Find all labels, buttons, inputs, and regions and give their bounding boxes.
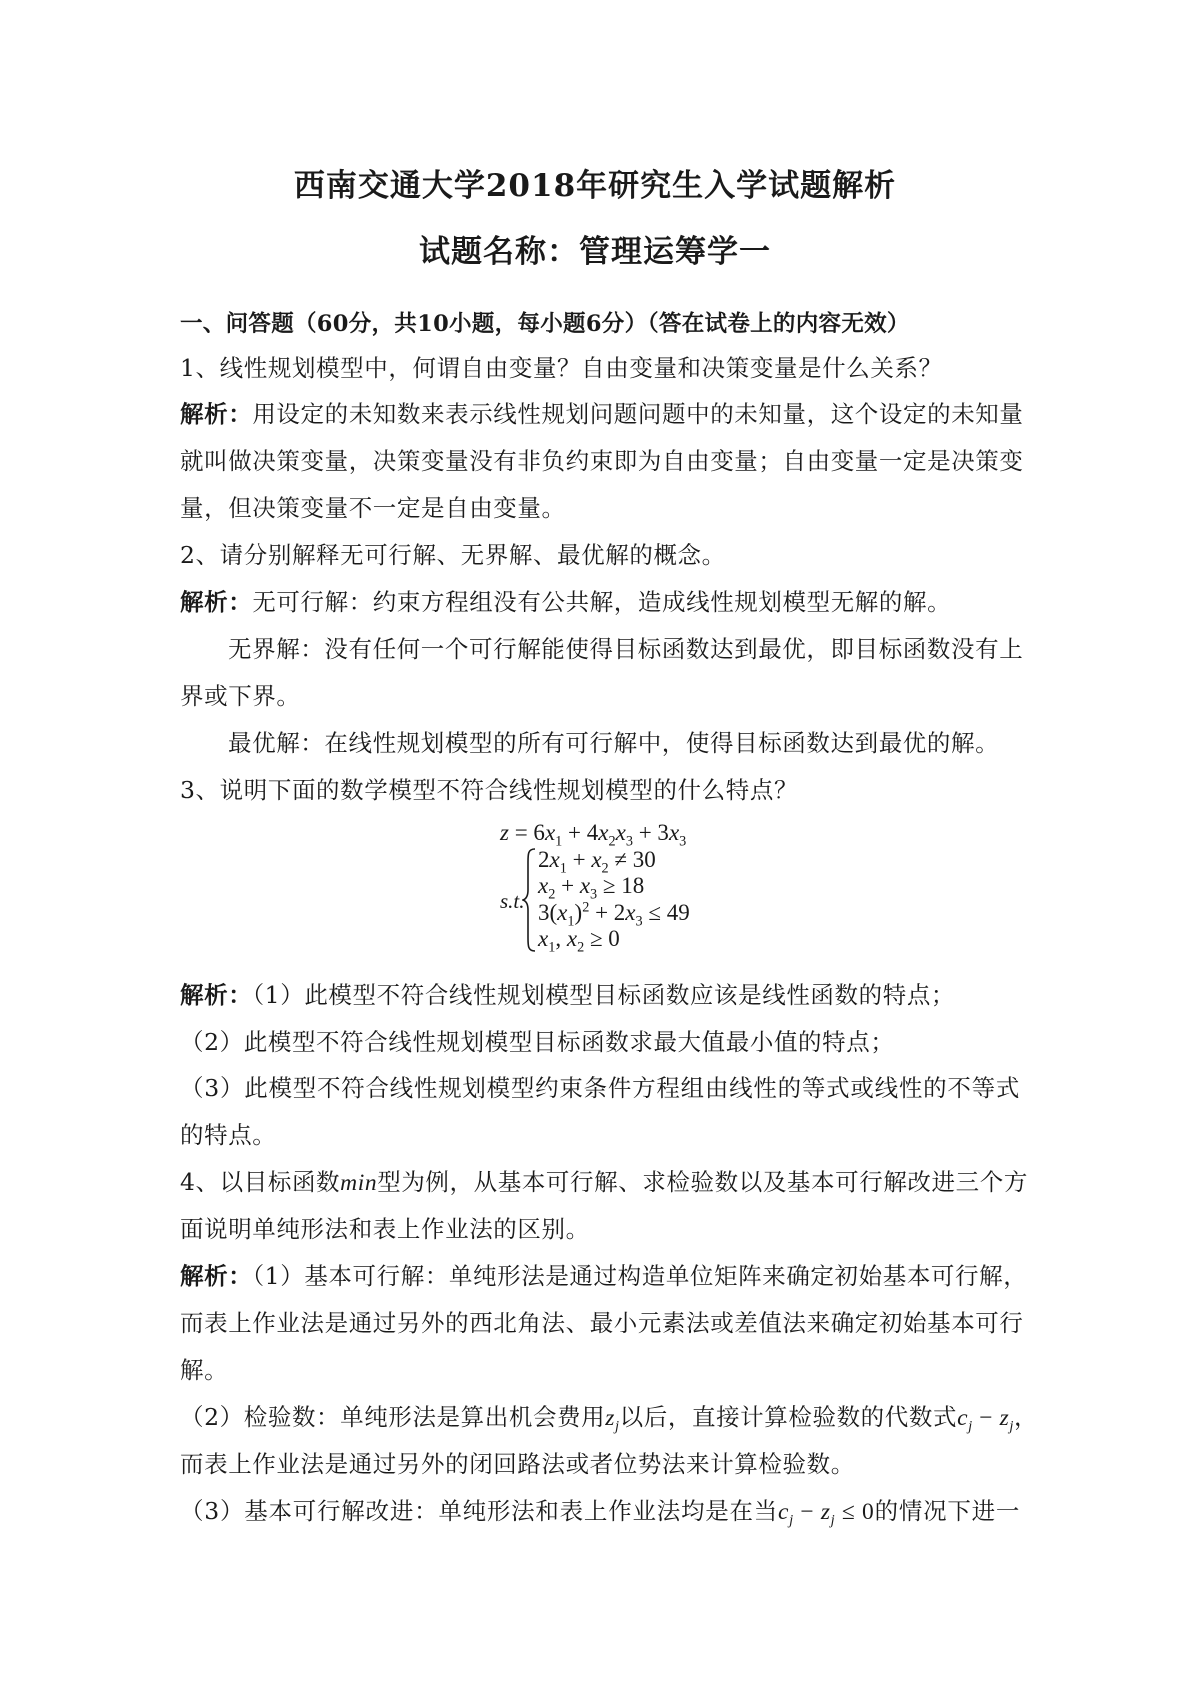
symbol: + <box>555 873 580 898</box>
answer-3-line-2: （2）此模型不符合线性规划模型目标函数求最大值最小值的特点； <box>180 1028 895 1056</box>
answer-2-line-1 <box>180 587 1020 617</box>
answer-text: （2）检验数：单纯形法是算出机会费用 <box>180 1403 606 1431</box>
symbol: ≤ 49 <box>642 900 690 925</box>
page-title: 西南交通大学2018年研究生入学试题解析 <box>293 168 897 204</box>
subscript: 2 <box>608 833 616 850</box>
symbol: − <box>793 1499 821 1525</box>
symbol: + 2 <box>589 900 626 925</box>
symbol: z <box>999 1405 1010 1431</box>
answer-1-line-2: 就叫做决策变量，决策变量没有非负约束即为自由变量；自由变量一定是决策变 <box>180 447 1024 475</box>
symbol: = 6 <box>508 820 545 845</box>
subscript: 1 <box>567 913 575 930</box>
symbol: s.t. <box>500 889 525 913</box>
symbol: z <box>605 1405 616 1431</box>
subscript: 3 <box>625 833 633 850</box>
symbol: x <box>591 847 602 872</box>
superscript: 2 <box>582 899 590 916</box>
question-1: 1、线性规划模型中，何谓自由变量？自由变量和决策变量是什么关系？ <box>180 354 943 382</box>
symbol: + 4 <box>562 820 599 845</box>
constraint-2 <box>538 873 645 903</box>
subscript: j <box>968 1418 973 1435</box>
answer-4-line-5: 而表上作业法是通过另外的闭回路法或者位势法来计算检验数。 <box>180 1450 855 1478</box>
symbol: x <box>579 873 591 898</box>
answer-4-line-1 <box>180 1261 1028 1291</box>
section-heading: 一、问答题（60分，共10小题，每小题6分）（答在试卷上的内容无效） <box>180 311 910 337</box>
symbol: x <box>566 926 578 951</box>
answer-text: 无可行解：约束方程组没有公共解，造成线性规划模型无解的解。 <box>252 588 952 616</box>
subscript: 2 <box>601 860 609 877</box>
symbol: ≥ 18 <box>597 873 645 898</box>
symbol: x <box>668 820 680 845</box>
answer-4-line-2: 而表上作业法是通过另外的西北角法、最小元素法或差值法来确定初始基本可行 <box>180 1309 1024 1337</box>
constraint-1 <box>538 847 656 877</box>
answer-text: ， <box>1013 1403 1039 1431</box>
answer-text: 用设定的未知数来表示线性规划问题问题中的未知量，这个设定的未知量 <box>252 400 1024 428</box>
answer-text: （1）基本可行解：单纯形法是通过构造单位矩阵来确定初始基本可行解， <box>252 1262 1028 1290</box>
answer-1-line-1 <box>180 399 1024 429</box>
symbol: x <box>615 820 626 845</box>
question-4-line-1 <box>180 1167 1028 1198</box>
symbol: x <box>557 900 568 925</box>
objective-function <box>500 820 687 850</box>
symbol: 2 <box>538 847 550 872</box>
answer-4-line-4 <box>180 1402 1039 1435</box>
answer-2-line-4: 最优解：在线性规划模型的所有可行解中，使得目标函数达到最优的解。 <box>228 729 1000 757</box>
symbol: ≥ 0 <box>584 926 620 951</box>
min-symbol: min <box>340 1170 378 1196</box>
subscript: 3 <box>590 886 598 903</box>
cj-minus-zj-expression <box>778 1499 875 1529</box>
subscript: 1 <box>548 939 556 956</box>
left-brace-icon <box>522 848 538 952</box>
question-4-line-2: 面说明单纯形法和表上作业法的区别。 <box>180 1215 590 1243</box>
symbol: x <box>538 873 549 898</box>
symbol: x <box>549 847 560 872</box>
symbol: x <box>538 926 549 951</box>
subscript: 1 <box>555 833 563 850</box>
symbol: ≤ 0 <box>835 1499 875 1525</box>
answer-2-line-3: 界或下界。 <box>180 682 301 710</box>
symbol: c <box>778 1499 790 1525</box>
answer-label: 解析： <box>180 1262 253 1290</box>
answer-text: （3）基本可行解改进：单纯形法和表上作业法均是在当 <box>180 1497 779 1525</box>
symbol: ) <box>574 900 583 925</box>
symbol: z <box>500 820 509 845</box>
subscript: j <box>789 1512 794 1529</box>
subscript: j <box>830 1512 836 1529</box>
constraint-4 <box>538 926 620 956</box>
page-subtitle: 试题名称：管理运筹学一 <box>419 234 771 270</box>
symbol: x <box>598 820 609 845</box>
answer-1-line-3: 量，但决策变量不一定是自由变量。 <box>180 494 566 522</box>
symbol: z <box>820 1499 831 1525</box>
question-text: 4、以目标函数 <box>180 1168 341 1196</box>
subscript: j <box>1009 1418 1014 1435</box>
subscript: j <box>615 1418 620 1435</box>
symbol: x <box>544 820 556 845</box>
answer-2-line-2: 无界解：没有任何一个可行解能使得目标函数达到最优，即目标函数没有上 <box>228 635 1024 663</box>
answer-3-line-4: 的特点。 <box>180 1121 277 1149</box>
subscript: 1 <box>559 860 567 877</box>
math-model <box>498 820 728 956</box>
subscript: 2 <box>577 939 585 956</box>
question-2: 2、请分别解释无可行解、无界解、最优解的概念。 <box>180 541 726 569</box>
question-3: 3、说明下面的数学模型不符合线性规划模型的什么特点？ <box>180 776 799 804</box>
symbol: 3( <box>538 900 558 925</box>
answer-4-line-6 <box>180 1496 1020 1527</box>
symbol: + 3 <box>632 820 669 845</box>
answer-text: 以后，直接计算检验数的代数式 <box>619 1403 958 1431</box>
question-text: 型为例，从基本可行解、求检验数以及基本可行解改进三个方 <box>377 1168 1028 1196</box>
symbol: + <box>566 847 592 872</box>
symbol: c <box>957 1405 969 1431</box>
cj-minus-zj-expression <box>957 1405 1014 1435</box>
answer-text: （1）此模型不符合线性规划模型目标函数应该是线性函数的特点； <box>252 981 956 1009</box>
answer-3-line-1 <box>180 980 1020 1010</box>
answer-4-line-3: 解。 <box>180 1356 229 1384</box>
symbol: − <box>972 1405 1000 1431</box>
answer-3-line-3: （3）此模型不符合线性规划模型约束条件方程组由线性的等式或线性的不等式 <box>180 1074 1020 1102</box>
subscript: 3 <box>679 833 687 850</box>
st-label <box>500 888 525 914</box>
symbol: x <box>625 900 636 925</box>
answer-label: 解析： <box>180 400 253 428</box>
answer-label: 解析： <box>180 981 253 1009</box>
answer-label: 解析： <box>180 588 253 616</box>
subscript: 2 <box>548 886 556 903</box>
z-symbol <box>605 1405 620 1435</box>
symbol: , <box>555 926 567 951</box>
subscript: 3 <box>635 913 643 930</box>
constraint-3 <box>538 899 690 930</box>
answer-text: 的情况下进一 <box>874 1497 1020 1525</box>
symbol: ≠ 30 <box>608 847 656 872</box>
